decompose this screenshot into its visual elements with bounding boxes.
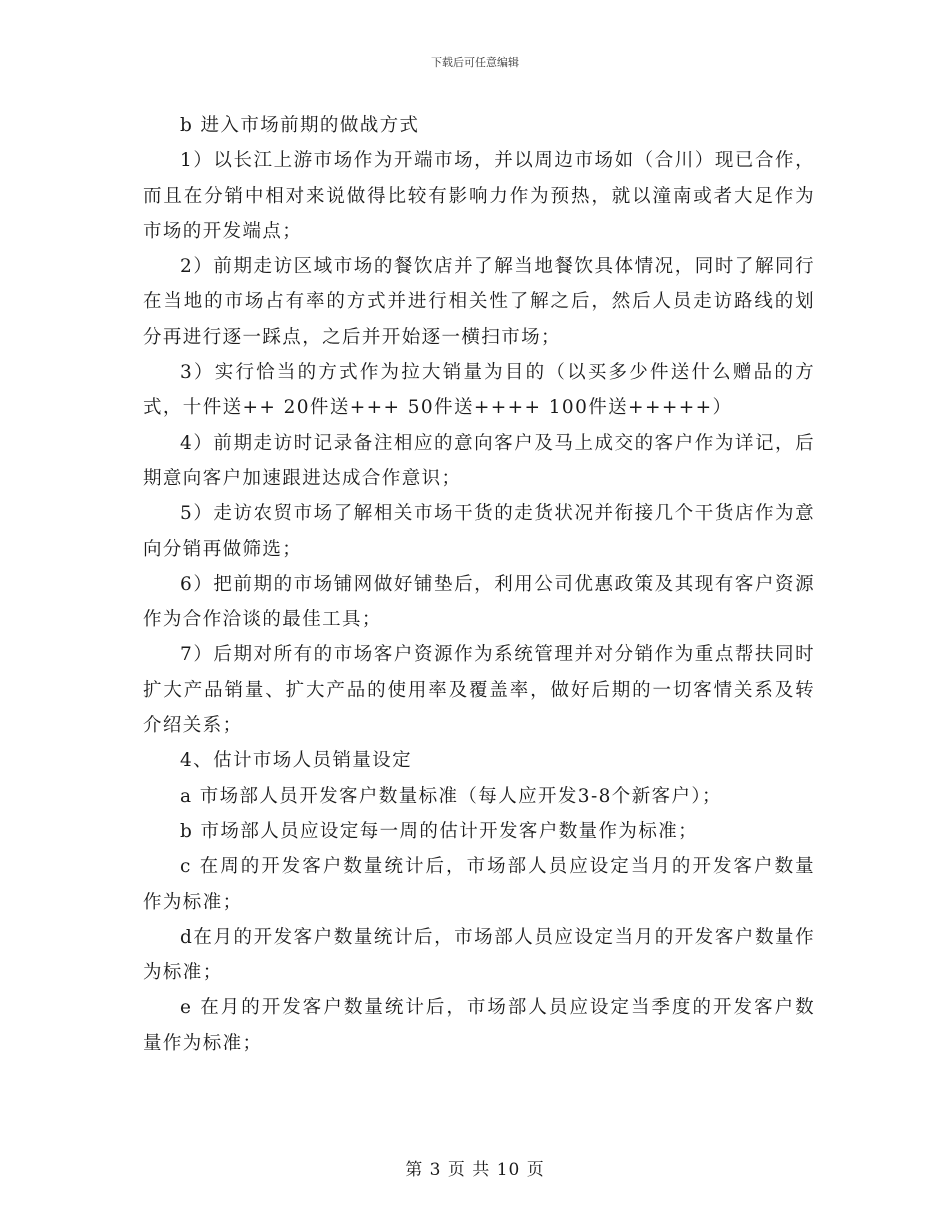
page-footer: 第 3 页 共 10 页: [405, 1160, 545, 1180]
paragraph-item-7: 7）后期对所有的市场客户资源作为系统管理并对分销作为重点帮扶同时扩大产品销量、扩大产品的使用率及覆盖率，做好后期的一切客情关系及转介绍关系；: [143, 644, 815, 737]
paragraph-item-4: 4）前期走访时记录备注相应的意向客户及马上成交的客户作为详记，后期意向客户加速跟进达成合作意识；: [143, 432, 815, 489]
paragraph-target-d: d在月的开发客户数量统计后，市场部人员应设定当月的开发客户数量作为标准；: [143, 926, 815, 984]
paragraph-combat-method-heading: b 进入市场前期的做战方式: [180, 115, 420, 136]
paragraph-item-3: 3）实行恰当的方式作为拉大销量为目的（以买多少件送什么赠品的方式，十件送++ 20件送+++ 50件送++++ 100件送+++++）: [143, 362, 815, 419]
paragraph-item-5: 5）走访农贸市场了解相关市场干货的走货状况并衔接几个干货店作为意向分销再做筛选；: [143, 503, 815, 560]
paragraph-item-2: 2）前期走访区域市场的餐饮店并了解当地餐饮具体情况，同时了解同行在当地的市场占有率的方式并进行相关性了解之后，然后人员走访路线的划分再进行逐一踩点，之后并开始逐一横扫市场；: [143, 256, 815, 348]
document-body: [143, 108, 815, 1061]
page-header: 下载后可任意编辑: [431, 56, 519, 69]
paragraph-target-c: c 在周的开发客户数量统计后，市场部人员应设定当月的开发客户数量作为标准；: [143, 856, 815, 913]
paragraph-target-a: a 市场部人员开发客户数量标准（每人应开发3-8个新客户）；: [180, 785, 722, 807]
paragraph-target-b: b 市场部人员应设定每一周的估计开发客户数量作为标准；: [180, 820, 699, 842]
paragraph-item-6: 6）把前期的市场铺网做好铺垫后，利用公司优惠政策及其现有客户资源作为合作洽谈的最佳工具；: [143, 573, 815, 631]
section-heading-sales-targets: 4、估计市场人员销量设定: [180, 750, 413, 772]
paragraph-target-e: e 在月的开发客户数量统计后，市场部人员应设定当季度的开发客户数量作为标准；: [143, 997, 815, 1054]
paragraph-item-1: 1）以长江上游市场作为开端市场，并以周边市场如（合川）现已合作，而且在分销中相对来说做得比较有影响力作为预热，就以潼南或者大足作为市场的开发端点；: [143, 150, 815, 242]
